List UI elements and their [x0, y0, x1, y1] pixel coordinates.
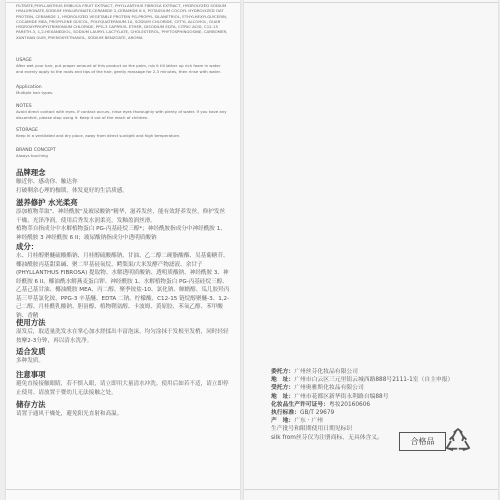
application-heading: Application [16, 85, 42, 90]
info-row: silk from丝芬仅为注册商标，无具体含义。 [271, 434, 383, 441]
usage-section [16, 58, 228, 74]
info-row: 地 址：广州市白云区三元里街云城西路888号2111-1室（自主申报） [271, 377, 454, 384]
zh-concept-section [16, 168, 230, 195]
usage-text: After wet your hair, put proper amount of this product on the palm, rub it till lather up rich foam in water and evenly apply to the roots and tips of the hair, gently massage for 2-3 minutes, then rinse with water. [16, 63, 221, 74]
zh-app-text: 多种发质。 [16, 358, 44, 364]
zh-effect-section [16, 198, 230, 242]
info-row: 受托方：广州奥雅斯化妆品有限公司 [271, 385, 364, 392]
zh-concept-heading: 品牌理念 [16, 168, 46, 177]
info-row: 产 地：广东 · 广州 [271, 418, 323, 425]
info-row: 生产批号和限期使用日期见标识 [271, 426, 353, 433]
zh-app-heading: 适合发质 [16, 347, 46, 356]
info-row: 委托方：广州丝芬化妆品有限公司 [271, 369, 358, 375]
zh-use-text: 湿发后，取适量洗发水在掌心加水搓揉出丰富泡沫，均匀涂抹于发根至发梢，同时轻轻按摩2-3分钟，再以清水洗净。 [16, 329, 229, 344]
info-row: 化妆品生产许可证号：粤妆20160606 [271, 401, 371, 408]
usage-heading: USAGE [16, 58, 32, 63]
recycle-icon [444, 427, 472, 455]
zh-storage-text: 请置于通风干燥处，避免阳光直射和高温。 [16, 411, 123, 417]
info-row: 执行标准：GB/T 29679 [271, 410, 335, 417]
notes-text: Avoid direct contact with eyes. If contact occurs, rinse eyes thoroughly with plenty of water. If you have any discomfort, please stop using it. Keep it out of the reach of children. [16, 109, 227, 120]
storage-heading: STORAGE [16, 128, 38, 133]
top-edge-line [244, 2, 498, 3]
qc-badge: 合格品 [399, 432, 446, 451]
zh-notes-text: 避免直接接触眼睛，若不慎入眼，请立即用大量清水冲洗。使用后如若不适，请立即停止使用。请放置于婴幼儿无法接触之处。 [16, 381, 229, 396]
info-row: 地 址：广州市花都区新华街永利路自编88号 [271, 393, 389, 400]
application-text: Multiple hair types. [16, 90, 54, 96]
notes-heading: NOTES [16, 104, 32, 109]
ingredients-en: FILTRATE,PHYLLANTHUS EMBLICA FRUIT EXTRACT, PHYLLANTHUS FIBROSA EXTRACT, HYDROLYZED SODIUM HYALURONATE,SODIUM HYALURONATE,CERAMIDE 2,CERAMIDE 6 II, POTASSIUM COCOYL HYDROLYZED OAT PROTEIN, CERAMIDE 1, HYDROLYZED VEGETABLE PROTEIN PG-PROPYL SILANETRIOL, ETHYLHEXYLGLYCERIN, COCAMIDE MEA, PROPYLENE GLYCOL, POLYQUATERNIUM-10, SODIUM CHLORIDE, CETYL ALCOHOL, GUAR HYDROXYPROPYLTRIMONIUM CHLORIDE, PPG-3 CAPRYLYL ETHER, DISODIUM EDTA, CITRIC ACID, C12-15 PARETH-3, 1,2-HEXANEDIOL, SODIUM LAURYL LACTYLATE, CHOLESTEROL, PHYTOSPHINGOSINE, CARBOMER, XANTHAN GUM, PHENOXYETHANOL, SODIUM BENZOATE, AROMA [16, 3, 228, 40]
zh-use-heading: 使用方法 [16, 318, 46, 327]
storage-text: Keep in a ventilated and dry place, away from direct sunlight and high temperature. [16, 133, 181, 139]
notes-section [16, 104, 228, 120]
zh-ingredients-heading: 成分： [16, 242, 39, 251]
zh-ingredients-section [16, 242, 230, 320]
brand-section [16, 148, 228, 159]
zh-storage-section [16, 400, 230, 419]
zh-ingredients-text: 水、月桂醇聚醚硫酸酯钠、月桂醇硫酸酯钠、甘油、乙二醇二硬脂酸酯、吴基葡糖苷、椰油酰胺丙基甜菜碱、聚二甲基硅氧烷、鳄梨果/大米发酵产物滤液、余甘子 (PHYLLANTHUS FIBROSA) 提取物、水解透明质酸钠、透明质酸钠、神经酰胺 3、神经酰胺 6 II、椰油酰水解燕麦蛋白钾、神经酰胺 1、水解植物蛋白 PG-丙基硅烷三醇、乙基己基甘油、椰油酰胺 MEA、丙二醇、聚季铵盐-10、氯化钠、鲸蜡醇、瓜儿胶羟丙基三甲基氯化铵、PPG-3 辛基醚、EDTA 二钠、柠檬酸、C12-15 链烷醇聚醚-3、1,2-己二醇、月桂酰乳酸钠、胆甾醇、植物鞘氨醇、卡波姆、黄原胶、苯氧乙醇、苯甲酸钠、香精 [16, 253, 230, 319]
zh-app-section [16, 347, 230, 366]
application-section [16, 85, 228, 96]
bottom-edge-line [6, 489, 240, 490]
zh-storage-heading: 储存方法 [16, 400, 46, 409]
zh-notes-heading: 注意事项 [16, 370, 46, 379]
zh-effect-text: 添加植物萃取"、神经酰胺"及玻尿酸钠"精华，滋养发丝，能有效舒养发丝，修护发丝干燥，光泽净润，使用后秀发水润柔亮，发釉盈润丝滑。 植物萃自指成分中水解植物蛋白 PG-丙基硅烷三醇*；神经酰胺指成分中神经酰胺 1、神经酰胺 3 神经酰胺 6 II；玻尿酸钠指成分中透明质酸钠 [16, 209, 226, 241]
zh-concept-text: 触近你、感动你、触达你 打破剩余心理的枷锁，体发更好的生活质感。 [16, 179, 128, 194]
brand-heading: BRAND CONCEPT [16, 148, 56, 153]
zh-use-section [16, 318, 230, 345]
bottom-edge-line [244, 489, 498, 490]
zh-effect-heading: 滋养修护 水光柔亮 [16, 198, 78, 207]
brand-text: Always touching [16, 153, 48, 159]
storage-section [16, 128, 228, 139]
zh-notes-section [16, 370, 230, 397]
